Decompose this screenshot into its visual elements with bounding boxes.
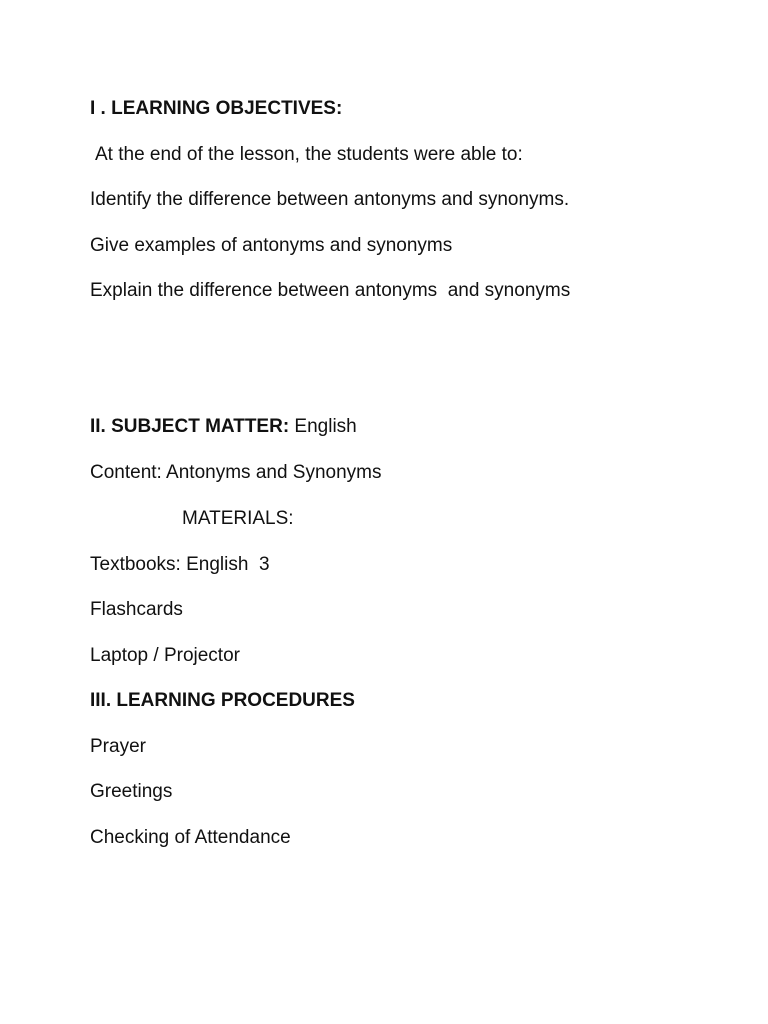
material-item: Laptop / Projector [90,645,240,666]
material-item: Textbooks: English 3 [90,554,270,575]
procedure-item: Greetings [90,781,173,802]
section1-heading: I . LEARNING OBJECTIVES: [90,98,343,119]
objective-item: Identify the difference between antonyms and synonyms. [90,189,570,210]
content-line: Content: Antonyms and Synonyms [90,462,382,483]
section2-heading-label: II. SUBJECT MATTER: [90,416,290,437]
section2-heading-value: English [289,416,357,437]
objective-item: Give examples of antonyms and synonyms [90,235,453,256]
section2-heading [90,415,357,439]
section3-heading: III. LEARNING PROCEDURES [90,690,355,711]
materials-label: MATERIALS: [182,508,294,529]
material-item: Flashcards [90,599,183,620]
procedure-item: Prayer [90,736,146,757]
objectives-intro: At the end of the lesson, the students were able to: [95,144,523,165]
procedure-item: Checking of Attendance [90,827,291,848]
objective-item: Explain the difference between antonyms and synonyms [90,280,571,301]
